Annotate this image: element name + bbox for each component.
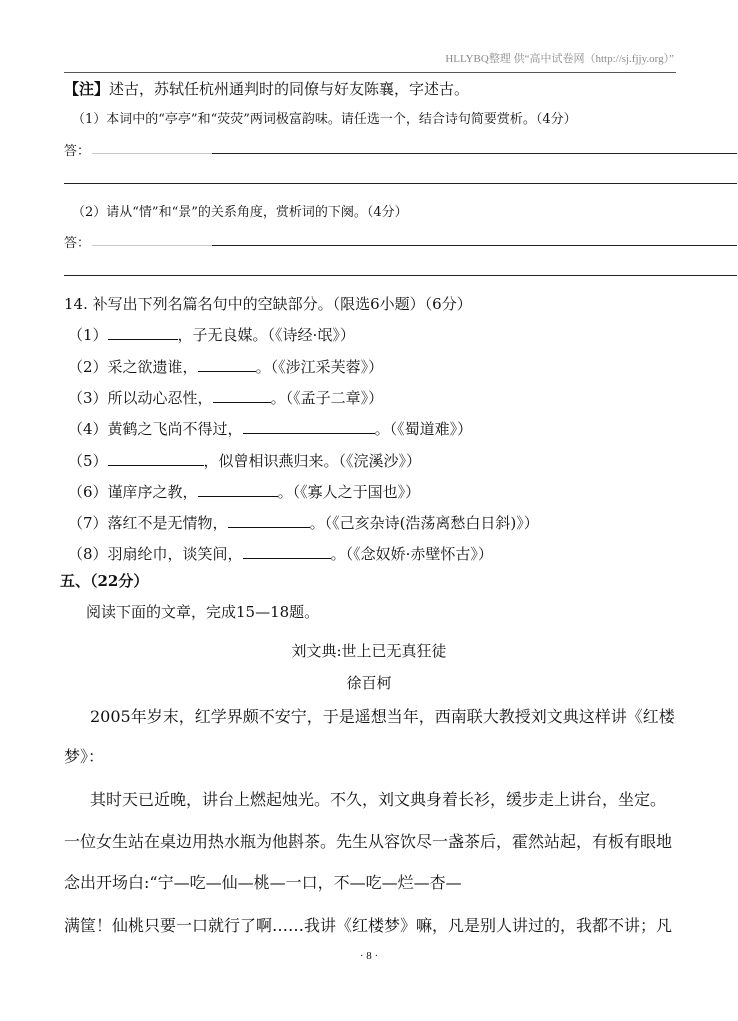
q14-item-3 [68,387,383,408]
item-after: 。（《己亥杂诗(浩荡离愁白日斜)》） [309,514,539,532]
answer-line-2a[interactable] [92,245,212,246]
item-number: （7） [68,514,108,532]
answer-label-1: 答： [64,144,91,159]
item-number: （1） [68,326,108,344]
q13-note [64,78,469,99]
fill-blank[interactable] [198,482,278,497]
fill-blank[interactable] [213,388,271,403]
item-number: （8） [68,545,108,563]
item-after: ，似曾相识燕归来。（《浣溪沙》） [203,452,422,470]
q13-sub1: （1）本词中的“亭亭”和“荧荧”两词极富韵味。请任选一个，结合诗句简要赏析。（4分） [72,112,577,127]
item-after: 。（《涉江采芙蓉》） [255,358,384,376]
answer-line-2b[interactable] [212,245,737,246]
article-line-5: 念出开场白:“宁—吃—仙—桃—一口，不—吃—烂—杏— [64,873,462,892]
article-author: 徐百柯 [346,674,392,692]
article-line-1: 2005年岁末，红学界颇不安宁，于是遥想当年，西南联大教授刘文典这样讲《红楼 [90,707,675,726]
header-watermark: HLLYBQ整理 供“高中试卷网（http://sj.fjjy.org）” [445,53,674,65]
q14-item-8 [68,543,493,564]
q13-sub2: （2）请从“情”和“景”的关系角度，赏析词的下阕。（4分） [72,205,408,220]
item-after: 。（《蜀道难》） [374,420,473,438]
article-line-6: 满筐！仙桃只要一口就行了啊……我讲《红楼梦》嘛，凡是别人讲过的，我都不讲；凡 [64,916,673,935]
item-before: 谨庠序之教， [107,483,198,501]
item-after: ，子无良媒。（《诗经·氓》） [177,326,355,344]
q14-item-5 [68,450,421,471]
item-number: （3） [68,389,108,407]
page-number: · 8 · [359,950,379,962]
item-after: 。（《念奴娇·赤壁怀古》） [330,545,493,563]
item-before: 黄鹤之飞尚不得过， [107,420,243,438]
item-before: 落红不是无情物， [107,514,228,532]
section-instruction: 阅读下面的文章，完成15—18题。 [86,603,320,621]
q14-title: 14. 补写出下列名篇名句中的空缺部分。（限选6小题）（6分） [64,295,472,313]
q14-item-7 [68,512,539,533]
item-number: （5） [68,452,108,470]
item-after: 。（《孟子二章》） [270,389,384,407]
fill-blank[interactable] [243,544,331,559]
article-title: 刘文典:世上已无真狂徒 [291,642,447,660]
answer-line-1c[interactable] [64,183,737,184]
answer-line-2c[interactable] [64,275,737,276]
article-line-2: 梦》： [64,747,105,766]
item-before: 羽扇纶巾，谈笑间， [107,545,243,563]
note-tag: 【注】 [64,80,110,98]
note-text: 述古，苏轼任杭州通判时的同僚与好友陈襄，字述古。 [109,80,470,98]
section-heading: 五、（22分） [60,572,149,590]
item-before: 所以动心忍性， [107,389,213,407]
item-number: （6） [68,483,108,501]
answer-line-1b[interactable] [212,153,737,154]
q14-item-6 [68,481,420,502]
fill-blank[interactable] [228,513,310,528]
item-number: （2） [68,358,108,376]
fill-blank[interactable] [108,451,204,466]
item-before: 采之欲遗谁， [107,358,198,376]
answer-label-2: 答： [64,236,91,251]
q14-item-2 [68,356,383,377]
fill-blank[interactable] [243,419,375,434]
fill-blank[interactable] [108,325,178,340]
article-line-3: 其时天已近晚，讲台上燃起烛光。不久，刘文典身着长衫，缓步走上讲台，坐定。 [90,790,667,809]
header-rule [64,72,676,73]
q14-item-1 [68,324,355,345]
answer-line-1a[interactable] [92,153,212,154]
item-number: （4） [68,420,108,438]
fill-blank[interactable] [198,357,256,372]
q14-item-4 [68,418,472,439]
article-line-4: 一位女生站在桌边用热水瓶为他斟茶。先生从容饮尽一盏茶后，霍然站起，有板有眼地 [64,832,673,851]
item-after: 。（《寡人之于国也》） [277,483,421,501]
